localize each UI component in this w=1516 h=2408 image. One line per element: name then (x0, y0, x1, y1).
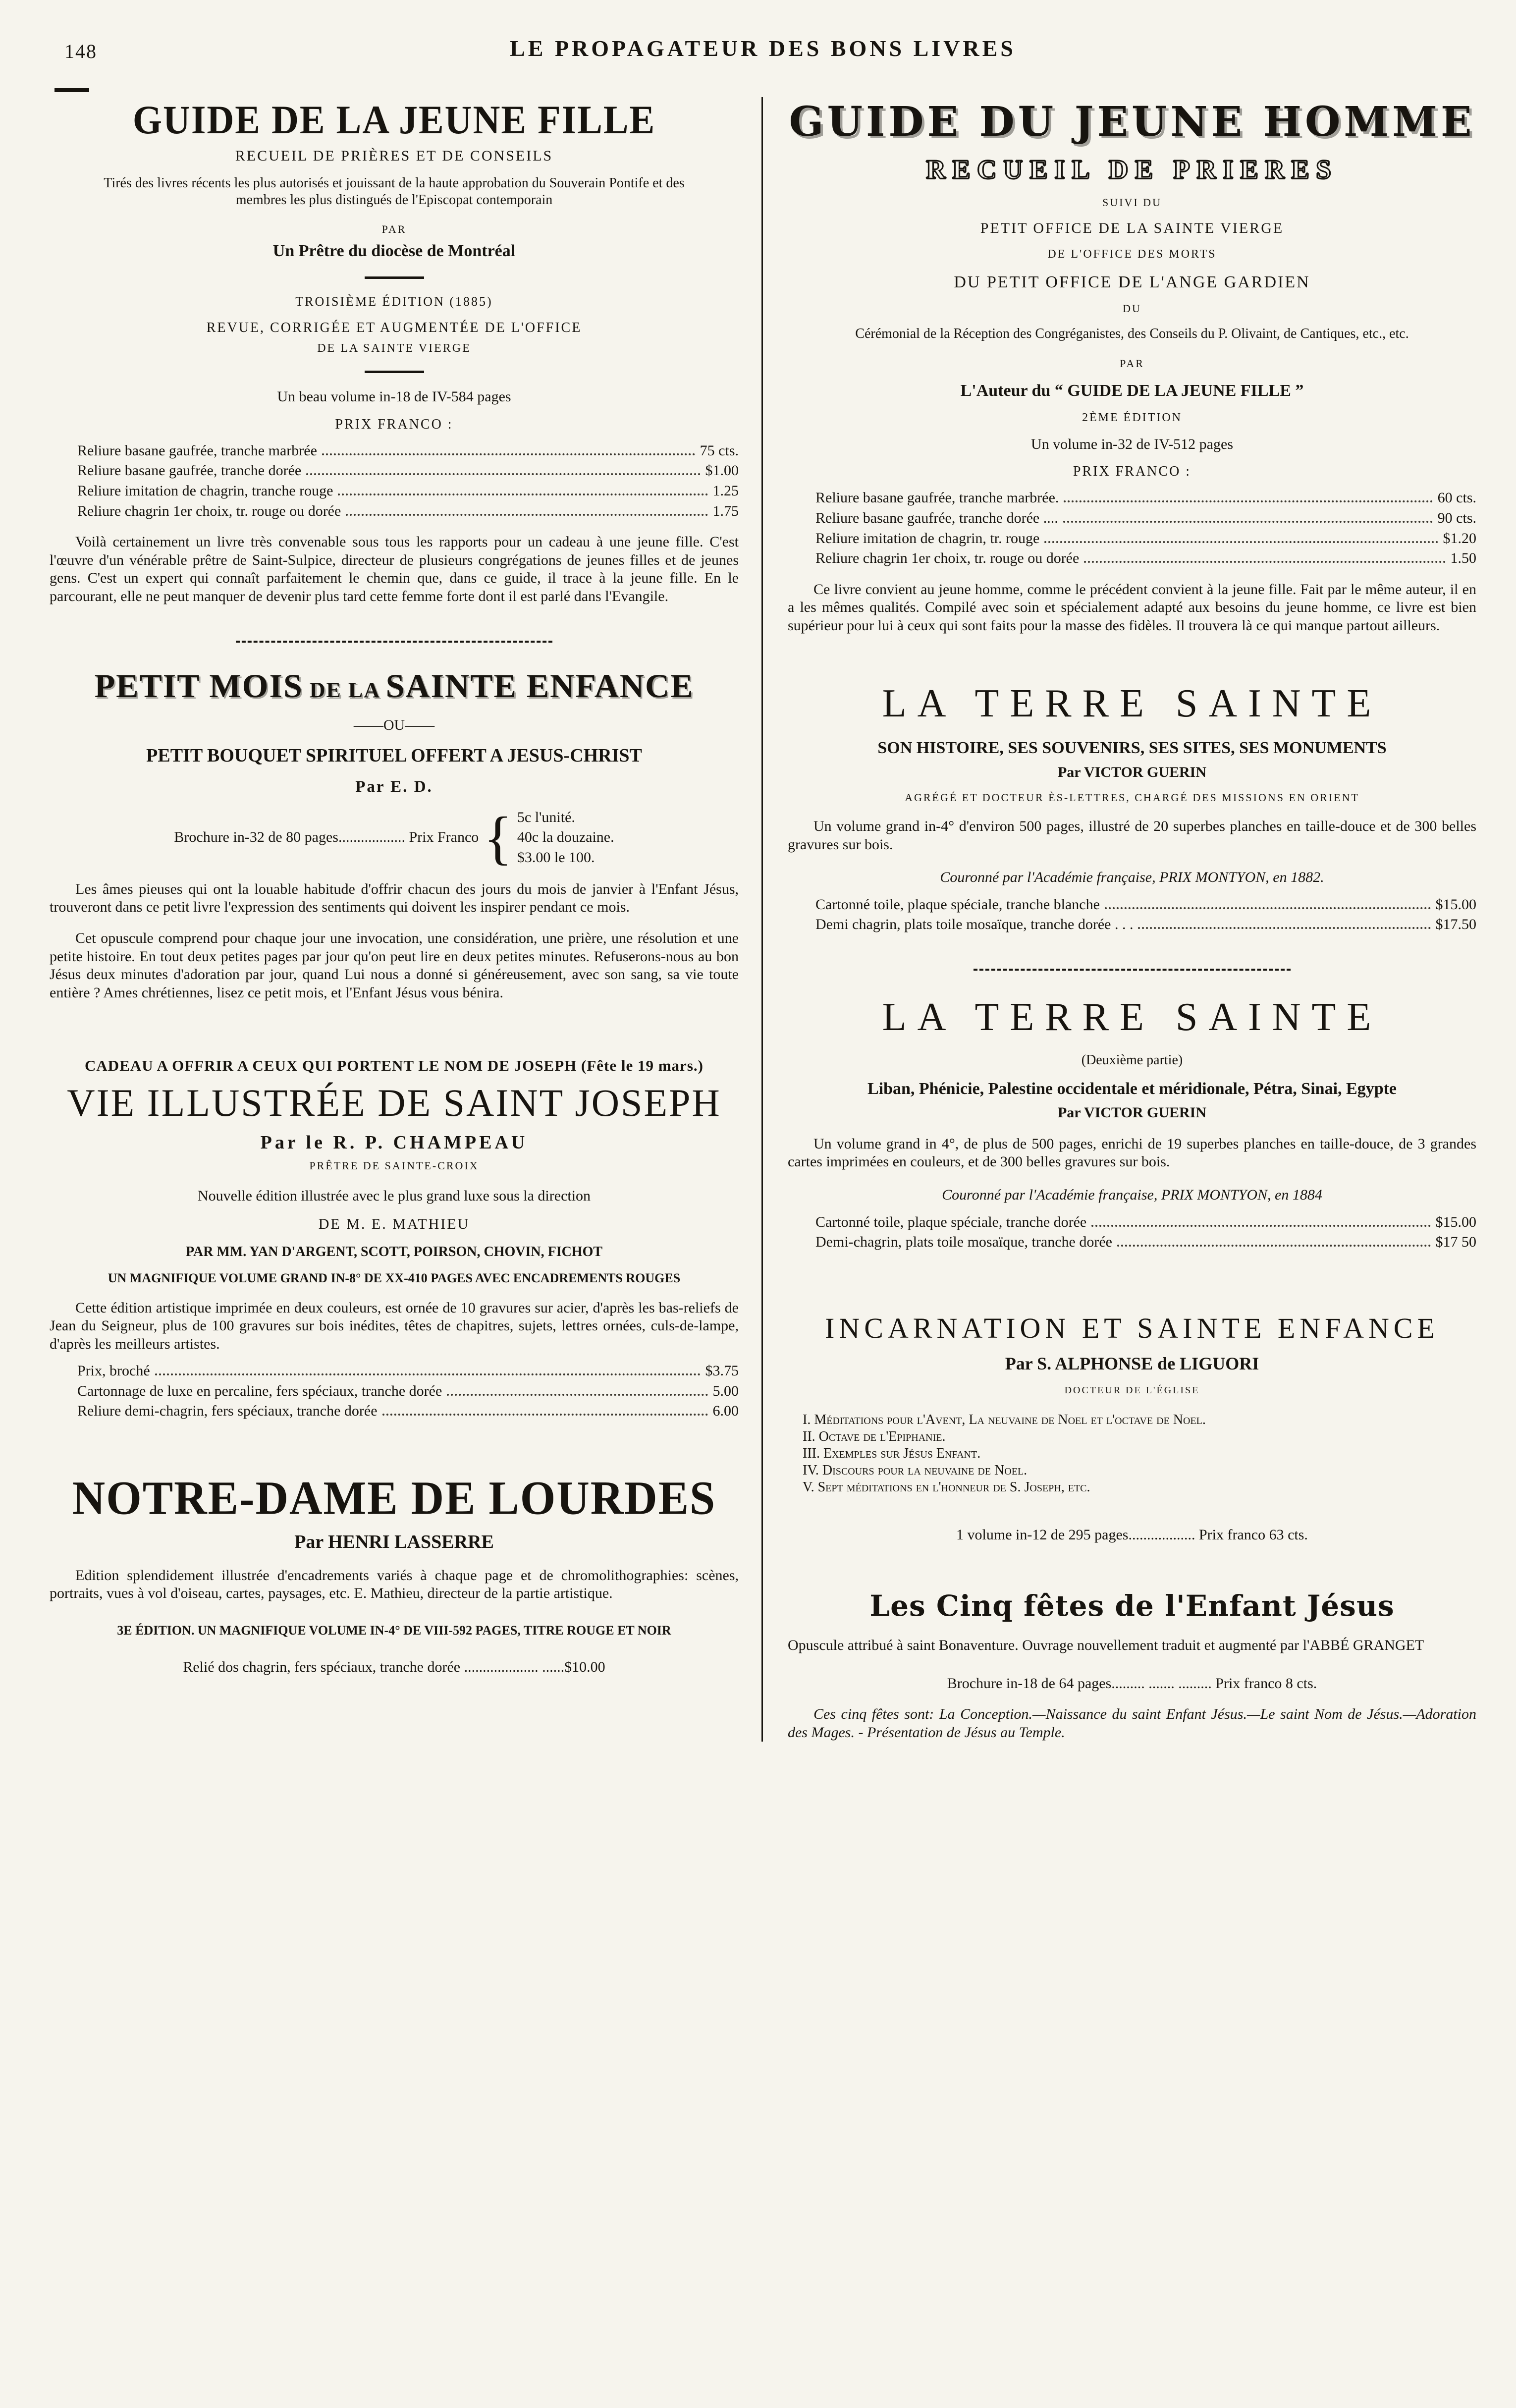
par-label: PAR (1120, 357, 1144, 370)
list-item: IV. Discours pour la neuvaine de Noel. (803, 1463, 1028, 1478)
list-item: I. Méditations pour l'Avent, La neuvaine de Noel et l'octave de Noel. (803, 1412, 1206, 1427)
section-divider (236, 641, 553, 643)
dot-leader (1138, 927, 1430, 929)
price-row (77, 1402, 739, 1421)
price-row (815, 489, 1476, 507)
gift-banner: CADEAU A OFFRIR A CEUX QUI PORTENT LE NOM DE JOSEPH (Fête le 19 mars.) (85, 1057, 704, 1075)
section-petit-mois (50, 665, 739, 1002)
divider (365, 276, 424, 279)
offer-option: 40c la douzaine. (517, 829, 614, 846)
book-title: GUIDE DE LA JEUNE FILLE (132, 97, 656, 143)
masthead (50, 35, 1476, 79)
offer-option: $3.00 le 100. (517, 849, 595, 866)
price-heading: PRIX FRANCO : (335, 416, 453, 432)
price-value: $17.50 (1435, 916, 1476, 933)
price-value: 60 cts. (1437, 490, 1476, 506)
price-value: 6.00 (712, 1403, 739, 1420)
price-row (77, 1362, 739, 1380)
binding-label: Reliure chagrin 1er choix, tr. rouge ou dorée (815, 550, 1080, 567)
price-value: 1.25 (712, 483, 739, 499)
binding-label: Cartonné toile, plaque spéciale, tranche dorée (815, 1213, 1087, 1230)
offer-price-block (50, 804, 739, 871)
price-value: 5.00 (712, 1382, 739, 1399)
office-line: PETIT OFFICE DE LA SAINTE VIERGE (980, 219, 1284, 236)
author-title: DOCTEUR DE L'ÉGLISE (1064, 1385, 1200, 1396)
price-value: $1.00 (705, 462, 739, 479)
award-line: Couronné par l'Académie française, PRIX MONTYON, en 1882. (940, 869, 1324, 886)
binding-label: Demi-chagrin, plats toile mosaïque, tranche dorée (815, 1234, 1112, 1251)
divider (365, 371, 424, 373)
dot-leader (1064, 500, 1432, 502)
section-cinq-fetes (788, 1588, 1476, 1742)
price-list (815, 1213, 1476, 1252)
footer-note: Ces cinq fêtes sont: La Conception.—Naissance du saint Enfant Jésus.—Le saint Nom de Jésus.—Adoration des Mages. - Présentation de Jésus au Temple. (788, 1706, 1476, 1741)
section-terre-sainte-2 (788, 993, 1476, 1252)
binding-label: Reliure chagrin 1er choix, tr. rouge ou dorée (77, 502, 341, 519)
dot-leader (1044, 541, 1438, 543)
ceremonial-line: Cérémonial de la Réception des Congréganistes, des Conseils du P. Olivaint, de Cantiques, etc., etc. (855, 326, 1409, 341)
suivi-label: SUIVI DU (1102, 196, 1162, 209)
two-column-layout (50, 97, 1476, 1742)
dot-leader (1084, 561, 1445, 563)
book-paragraph: Les âmes pieuses qui ont la louable habitude d'offrir chacun des jours du mois de janvier à l'Enfant Jésus, trouveront dans ce petit livre l'expression des sentiments qui doivent les inspirer pendant ce mois. (50, 880, 739, 916)
list-item: III. Exemples sur Jésus Enfant. (803, 1446, 981, 1462)
office-line: DU PETIT OFFICE DE L'ANGE GARDIEN (954, 273, 1310, 291)
book-description: Voilà certainement un livre très convenable sous tous les rapports pour un cadeau à une jeune fille. C'est l'œuvre d'un vénérable prêtre de Saint-Sulpice, directeur de plusieurs congrégations de jeunes filles et de jeunes gens. C'est un expert qui connaît parfaitement le chemin que, dans ce guide, il trace à la jeune fille. En le parcourant, elle ne peut manquer de devenir plus tard cette femme forte dont il est parlé dans l'Evangile. (50, 534, 739, 604)
contents-list (803, 1412, 1476, 1496)
price-row (815, 549, 1476, 568)
price-line: 1 volume in-12 de 295 pages.................. Prix franco 63 cts. (956, 1526, 1308, 1543)
binding-label: Cartonnage de luxe en percaline, fers spéciaux, tranche dorée (77, 1382, 442, 1399)
book-description: Opuscule attribué à saint Bonaventure. Ouvrage nouvellement traduit et augmenté par l'ABBÉ GRANGET (788, 1637, 1424, 1653)
dot-leader (447, 1394, 707, 1396)
price-heading: PRIX FRANCO : (1073, 464, 1191, 480)
price-value: 1.50 (1450, 550, 1476, 567)
ou-separator: ——OU—— (353, 716, 435, 733)
volume-line: UN MAGNIFIQUE VOLUME GRAND IN-8° DE XX-410 PAGES AVEC ENCADREMENTS ROUGES (108, 1270, 681, 1285)
part-label: (Deuxième partie) (1081, 1052, 1183, 1068)
section-lourdes (50, 1470, 739, 1676)
journal-title: LE PROPAGATEUR DES BONS LIVRES (510, 36, 1016, 61)
offer-option: 5c l'unité. (517, 809, 575, 825)
title-part: PETIT MOIS (94, 666, 303, 705)
price-row (815, 1213, 1476, 1232)
right-column (763, 97, 1476, 1742)
book-title: VIE ILLUSTRÉE DE SAINT JOSEPH (67, 1081, 721, 1125)
edition-line: TROISIÈME ÉDITION (1885) (295, 294, 493, 309)
book-paragraph: Cet opuscule comprend pour chaque jour une invocation, une considération, une prière, une résolution et une petite histoire. En tout deux petites pages par jour qu'on peut lire en deux petites minutes. Refuserons-nous au bon Jésus deux minutes d'adoration par jour, quand Lui nous a donné si généreusement, avec son sang, sa vie toute entière ? Ames chrétiennes, lisez ce petit mois, et l'Enfant Jésus vous bénira. (50, 930, 739, 1001)
price-line: Brochure in-18 de 64 pages......... ....... ......... Prix franco 8 cts. (947, 1675, 1317, 1692)
price-row (77, 462, 739, 480)
book-title (50, 665, 739, 707)
binding-label: Reliure basane gaufrée, tranche dorée .... (815, 509, 1058, 526)
price-list (815, 489, 1476, 567)
dot-leader (1105, 907, 1431, 909)
price-value: $1.20 (1443, 530, 1476, 547)
artists-line: PAR MM. YAN D'ARGENT, SCOTT, POIRSON, CHOVIN, FICHOT (185, 1244, 603, 1259)
section-terre-sainte-1 (788, 680, 1476, 934)
book-author: Par le R. P. CHAMPEAU (260, 1132, 528, 1153)
binding-label: Reliure basane gaufrée, tranche marbrée (77, 442, 317, 459)
dot-leader (306, 473, 700, 475)
direction-line: DE M. E. MATHIEU (318, 1216, 470, 1233)
page-number: 148 (64, 40, 97, 62)
offer-options (517, 809, 614, 867)
book-description: Ce livre convient au jeune homme, comme le précédent convient à la jeune fille. Fait par le même auteur, il en a les mêmes qualités. Compilé avec soin et spécialement adapté aux besoins du jeune homme, ce livre est bien supérieur pour lui à ceux qui sont faits pour la masse des fidèles. Il trouvera là ce qui manque partout ailleurs. (788, 581, 1476, 634)
book-author: Par VICTOR GUERIN (1057, 1104, 1207, 1121)
list-item: V. Sept méditations en l'honneur de S. Joseph, etc. (803, 1479, 1090, 1495)
price-row (77, 502, 739, 521)
price-list (77, 442, 739, 520)
book-intro: Tirés des livres récents les plus autorisés et jouissant de la haute approbation du Souverain Pontife et des membres les plus distingués de l'Episcopat contemporain (104, 175, 685, 208)
book-subtitle: Liban, Phénicie, Palestine occidentale et méridionale, Pétra, Sinai, Egypte (867, 1079, 1397, 1098)
book-author: Par S. ALPHONSE de LIGUORI (1005, 1353, 1259, 1373)
price-value: 75 cts. (700, 442, 739, 459)
price-value: $15.00 (1435, 896, 1476, 913)
du-label: DU (1123, 302, 1141, 315)
book-author: Un Prêtre du diocèse de Montréal (272, 242, 516, 261)
book-author: Par VICTOR GUERIN (1057, 764, 1207, 780)
price-row (77, 1382, 739, 1401)
revision-line: REVUE, CORRIGÉE ET AUGMENTÉE DE L'OFFICE (206, 320, 582, 335)
binding-label: Reliure imitation de chagrin, tranche rouge (77, 483, 333, 499)
price-row (815, 896, 1476, 914)
book-title: LA TERRE SAINTE (882, 681, 1382, 725)
book-title: NOTRE-DAME DE LOURDES (72, 1471, 716, 1525)
office-line: DE L'OFFICE DES MORTS (1047, 248, 1217, 261)
dot-leader (1091, 1225, 1430, 1227)
edition-line: Nouvelle édition illustrée avec le plus grand luxe sous la direction (197, 1188, 591, 1204)
binding-label: Prix, broché (77, 1363, 150, 1379)
book-subtitle: RECUEIL DE PRIÈRES ET DE CONSEILS (235, 147, 553, 164)
price-line: Relié dos chagrin, fers spéciaux, tranche dorée .................... ......$10.00 (183, 1658, 605, 1675)
price-value: $15.00 (1435, 1213, 1476, 1230)
volume-line: Un beau volume in-18 de IV-584 pages (277, 388, 511, 405)
binding-label: Demi chagrin, plats toile mosaïque, tranche dorée . . . (815, 916, 1134, 933)
dot-leader (382, 1414, 708, 1416)
revision-line-2: DE LA SAINTE VIERGE (317, 341, 471, 355)
section-incarnation (788, 1311, 1476, 1544)
section-saint-joseph (50, 1056, 739, 1421)
price-row (77, 482, 739, 500)
author-title: AGRÉGÉ ET DOCTEUR ÈS-LETTRES, CHARGÉ DES MISSIONS EN ORIENT (905, 791, 1359, 804)
dot-leader (1117, 1245, 1431, 1247)
section-guide-jeune-homme (788, 97, 1476, 635)
list-item: II. Octave de l'Epiphanie. (803, 1428, 946, 1444)
book-author: L'Auteur du “ GUIDE DE LA JEUNE FILLE ” (960, 381, 1304, 400)
price-value: 90 cts. (1437, 509, 1476, 526)
award-line: Couronné par l'Académie française, PRIX MONTYON, en 1884 (942, 1186, 1322, 1203)
book-title: Les Cinq fêtes de l'Enfant Jésus (869, 1589, 1395, 1623)
price-value: $3.75 (705, 1363, 739, 1379)
price-row (815, 916, 1476, 934)
binding-label: Reliure basane gaufrée, tranche marbrée. (815, 490, 1059, 506)
book-description: Edition splendidement illustrée d'encadrements variés à chaque page et de chromolithographies: scènes, portraits, vues à vol d'oiseau, cartes, paysages, etc. E. Mathieu, directeur de la partie artistique. (50, 1567, 739, 1602)
section-guide-jeune-fille (50, 97, 739, 606)
book-description: Un volume grand in 4°, de plus de 500 pages, enrichi de 19 superbes planches en taille-douce, de 3 grandes cartes imprimées en couleurs, et de 300 belles gravures sur bois. (788, 1135, 1476, 1170)
price-value: 1.75 (712, 502, 739, 519)
brace-glyph: { (484, 804, 512, 871)
price-row (77, 442, 739, 460)
book-description: Cette édition artistique imprimée en deux couleurs, est ornée de 10 gravures sur acier, d'après les bas-reliefs de Jean du Seigneur, plus de 100 gravures sur bois inédites, têtes de chapitres, sujets, lettres ornées, culs-de-lampe, d'après les meilleurs artistes. (50, 1299, 739, 1352)
edition-line: 2ÈME ÉDITION (1082, 411, 1182, 425)
price-list (77, 1362, 739, 1421)
book-author: Par HENRI LASSERRE (294, 1532, 494, 1553)
binding-label: Reliure basane gaufrée, tranche dorée (77, 462, 302, 479)
title-part: DE LA (303, 677, 386, 702)
book-title: INCARNATION ET SAINTE ENFANCE (825, 1312, 1439, 1344)
book-author: Par E. D. (355, 778, 433, 796)
volume-line: Un volume in-32 de IV-512 pages (1031, 436, 1233, 452)
edition-line: 3E ÉDITION. UN MAGNIFIQUE VOLUME IN-4° DE VIII-592 PAGES, TITRE ROUGE ET NOIR (117, 1623, 671, 1638)
author-title: PRÊTRE DE SAINTE-CROIX (309, 1159, 479, 1172)
book-subtitle: PETIT BOUQUET SPIRITUEL OFFERT A JESUS-CHRIST (146, 745, 642, 766)
price-value: $17 50 (1435, 1234, 1476, 1251)
dot-leader (338, 493, 707, 495)
section-divider (974, 969, 1290, 971)
price-row (815, 509, 1476, 528)
dot-leader (322, 453, 695, 455)
left-column (50, 97, 763, 1742)
top-rule (54, 88, 89, 92)
book-title: LA TERRE SAINTE (882, 995, 1382, 1039)
price-row (815, 1233, 1476, 1252)
par-label: PAR (381, 222, 407, 235)
price-list (815, 896, 1476, 934)
price-row (815, 530, 1476, 548)
dot-leader (155, 1373, 701, 1375)
book-description: Un volume grand in-4° d'environ 500 pages, illustré de 20 superbes planches en taille-douce et de 300 belles gravures sur bois. (788, 818, 1476, 853)
offer-label: Brochure in-32 de 80 pages.................. Prix Franco (174, 829, 479, 846)
title-part: SAINTE ENFANCE (385, 666, 694, 705)
binding-label: Cartonné toile, plaque spéciale, tranche blanche (815, 896, 1100, 913)
book-title: GUIDE DU JEUNE HOMME (789, 98, 1475, 146)
binding-label: Reliure demi-chagrin, fers spéciaux, tranche dorée (77, 1403, 378, 1420)
book-subtitle: SON HISTOIRE, SES SOUVENIRS, SES SITES, SES MONUMENTS (877, 739, 1387, 758)
book-subtitle: RECUEIL DE PRIERES (926, 155, 1338, 185)
dot-leader (1063, 521, 1433, 523)
binding-label: Reliure imitation de chagrin, tr. rouge (815, 530, 1040, 547)
dot-leader (346, 514, 707, 516)
